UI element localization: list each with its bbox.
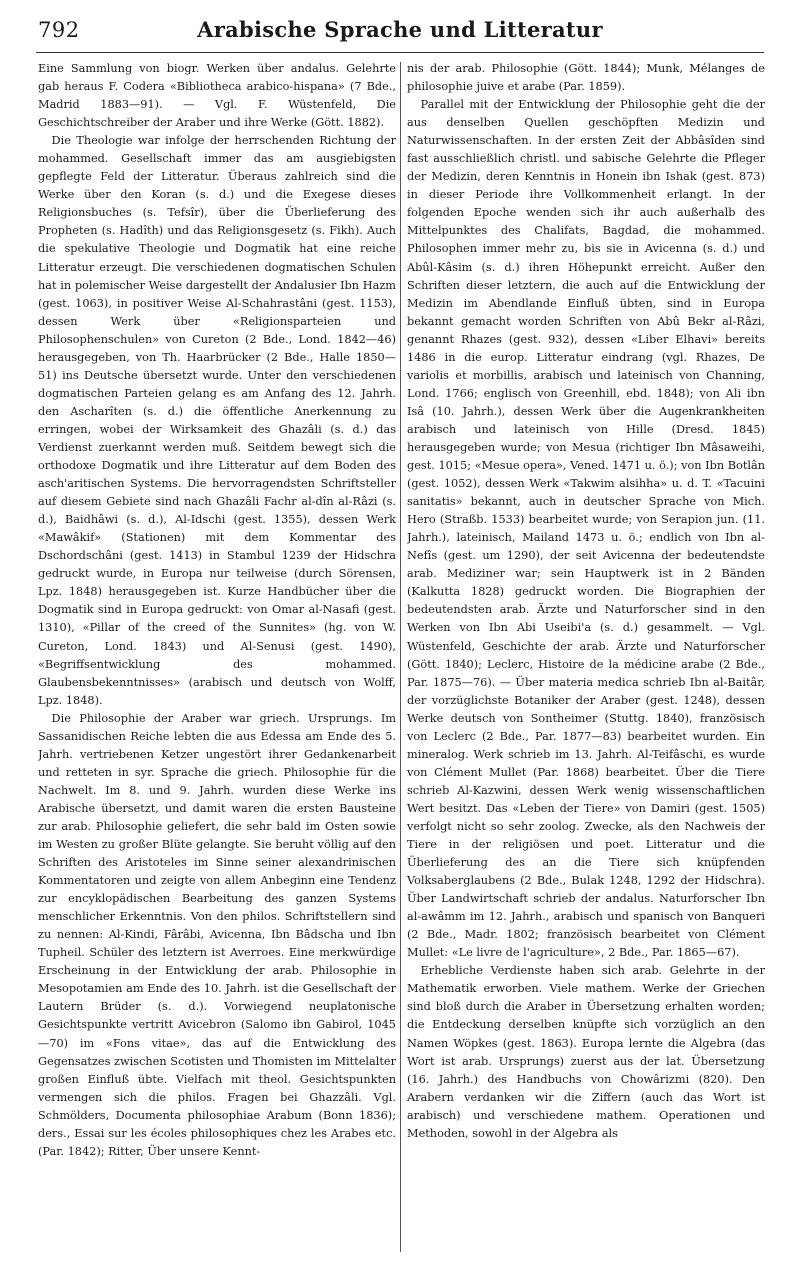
paragraph-bibliography: Eine Sammlung von biogr. Werken über andalus. Gelehrte gab heraus F. Codera «Bibliotheca arabico-hispana» (7 Bde., Madrid 1883—91). — Vgl. F. Wüstenfeld, Die Geschichtschreiber der Araber und ihre Werke (Gött. 1882). bbox=[38, 62, 396, 130]
paragraph-philosophie-continued: nis der arab. Philosophie (Gött. 1844); Munk, Mélanges de philosophie juive et arabe (Par. 1859). bbox=[407, 62, 765, 94]
running-title: Arabische Sprache und Litteratur bbox=[197, 17, 603, 42]
paragraph-philosophie: Die Philosophie der Araber war griech. Ursprungs. Im Sassanidischen Reiche lebten die aus Edessa am Ende des 5. Jahrh. vertriebenen Ketzer ungestört ihrer Gedankenarbeit und retteten in syr. Sprache die griech. Philosophie für die Nachwelt. Im 8. und 9. Jahrh. wurden diese Werke ins Arabische übersetzt, und damit waren die ersten Bausteine zur arab. Philosophie geliefert, die sehr bald im Osten sowie im Westen zu großer Blüte gelangte. Sie beruht völlig auf den Schriften des Aristoteles im Sinne seiner alexandrinischen Kommentatoren und zeigte von allem Anbeginn eine Tendenz zur encyklopädischen Bearbeitung des ganzen Systems menschlicher Erkenntnis. Von den philos. Schriftstellern sind zu nennen: Al-Kindi, Fârâbi, Avicenna, Ibn Bâdscha und Ibn Tupheil. Schüler des letztern ist Averroes. Eine merkwürdige Erscheinung in der Entwicklung der arab. Philosophie in Mesopotamien am Ende des 10. Jahrh. ist die Gesellschaft der Lautern Brüder (s. d.). Vorwiegend neuplatonische Gesichtspunkte vertritt Avicebron (Salomo ibn Gabirol, 1045—70) im «Fons vitae», das auf die Entwicklung des Gegensatzes zwischen Scotisten und Thomisten im Mittelalter großen Einfluß übte. Vielfach mit theol. Gesichtspunkten vermengen sich die philos. Fragen bei Ghazzâli. Vgl. Schmölders, Documenta philosophiae Arabum (Bonn 1836); ders., Essai sur les écoles philosophiques chez les Arabes etc. (Par. 1842); Ritter, Über unsere Kennt- bbox=[38, 711, 396, 1158]
page-number: 792 bbox=[38, 18, 80, 42]
left-column bbox=[38, 60, 396, 1255]
right-column bbox=[407, 60, 765, 1255]
column-divider bbox=[400, 62, 401, 1252]
paragraph-medizin: Parallel mit der Entwicklung der Philosophie geht die der aus denselben Quellen geschöpften Medizin und Naturwissenschaften. In der ersten Zeit der Abbâsîden sind fast ausschließlich christl. und sabische Gelehrte die Pfleger der Medizin, deren Kenntnis in Honein ibn Ishak (gest. 873) in dieser Periode ihre Vollkommenheit erlangt. In der folgenden Epoche wenden sich ihr auch außerhalb des Mittelpunktes des Chalifats, Bagdad, die mohammed. Philosophen immer mehr zu, bis sie in Avicenna (s. d.) und Abûl-Kâsim (s. d.) ihren Höhepunkt erreicht. Außer den Schriften dieser letztern, die auch auf die Entwicklung der Medizin im Abendlande Einfluß übten, sind in Europa bekannt gemacht worden Schriften von Abû Bekr al-Râzi, genannt Rhazes (gest. 932), dessen «Liber Elhavi» bereits 1486 in die europ. Litteratur eindrang (vgl. Rhazes, De variolis et morbillis, arabisch und lateinisch von Channing, Lond. 1766; englisch von Greenhill, ebd. 1848); von Ali ibn Isâ (10. Jahrh.), dessen Werk über die Augenkrankheiten arabisch und lateinisch von Hille (Dresd. 1845) herausgegeben wurde; von Mesua (richtiger Ibn Mâsaweihi, gest. 1015; «Mesue opera», Vened. 1471 u. ö.); von Ibn Botlân (gest. 1052), dessen Werk «Takwim alsihha» u. d. T. «Tacuini sanitatis» bekannt, auch in deutscher Sprache von Mich. Hero (Straßb. 1533) bearbeitet wurde; von Serapion jun. (11. Jahrh.), lateinisch, Mailand 1473 u. ö.; endlich von Ibn al-Nefîs (gest. um 1290), der seit Avicenna der bedeutendste arab. Mediziner war; sein Hauptwerk ist in 2 Bänden (Kalkutta 1828) gedruckt worden. Die Biographien der bedeutendsten arab. Ärzte und Naturforscher sind in den Werken von Ibn Abi Useibi'a (s. d.) gesammelt. — Vgl. Wüstenfeld, Geschichte der arab. Ärzte und Naturforscher (Gött. 1840); Leclerc, Histoire de la médicine arabe (2 Bde., Par. 1875—76). — Über materia medica schrieb Ibn al-Baitâr, der vorzüglichste Botaniker der Araber (gest. 1248), dessen Werke deutsch von Sontheimer (Stuttg. 1840), französisch von Leclerc (2 Bde., Par. 1877—83) bearbeitet wurden. Ein mineralog. Werk schrieb im 13. Jahrh. Al-Teifâschi, es wurde von Clément Mullet (Par. 1868) bearbeitet. Über die Tiere schrieb Al-Kazwini, dessen Werk wenig wissenschaftlichen Wert besitzt. Das «Leben der Tiere» von Damiri (gest. 1505) verfolgt nicht so sehr zoolog. Zwecke, als den Nachweis der Tiere in der religiösen und poet. Litteratur und die Überlieferung des an die Tiere sich knüpfenden Volksaberglaubens (2 Bde., Bulak 1248, 1292 der Hidschra). Über Landwirtschaft schrieb der andalus. Naturforscher Ibn al-awâmm im 12. Jahrh., arabisch und spanisch von Banqueri (2 Bde., Madr. 1802; französisch bearbeitet von Clément Mullet: «Le livre de l'agriculture», 2 Bde., Par. 1865—67). bbox=[407, 98, 765, 960]
header-rule bbox=[36, 52, 764, 53]
paragraph-theologie: Die Theologie war infolge der herrschenden Richtung der mohammed. Gesellschaft immer das am ausgiebigsten gepflegte Feld der Litteratur. Überaus zahlreich sind die Werke über den Koran (s. d.) und die Exegese dieses Religionsbuches (s. Tefsîr), über die Überlieferung des Propheten (s. Hadîth) und das Religionsgesetz (s. Fikh). Auch die spekulative Theologie und Dogmatik hat eine reiche Litteratur erzeugt. Die verschiedenen dogmatischen Schulen hat in polemischer Weise dargestellt der Andalusier Ibn Hazm (gest. 1063), in positiver Weise Al-Schahrastâni (gest. 1153), dessen Werk über «Religionsparteien und Philosophenschulen» von Cureton (2 Bde., Lond. 1842—46) herausgegeben, von Th. Haarbrücker (2 Bde., Halle 1850—51) ins Deutsche übersetzt wurde. Unter den verschiedenen dogmatischen Parteien gelang es am Anfang des 12. Jahrh. den Ascharîten (s. d.) die öffentliche Anerkennung zu erringen, wobei der Wirksamkeit des Ghazâli (s. d.) das Verdienst zuerkannt werden muß. Seitdem bewegt sich die orthodoxe Dogmatik und ihre Litteratur auf dem Boden des asch'aritischen Systems. Die hervorragendsten Schriftsteller auf diesem Gebiete sind nach Ghazâli Fachr al-dîn al-Râzi (s. d.), Baidhâwi (s. d.), Al-Idschi (gest. 1355), dessen Werk «Mawâkif» (Stationen) mit dem Kommentar des Dschordschâni (gest. 1413) in Stambul 1239 der Hidschra gedruckt wurde, in Europa nur teilweise (durch Sörensen, Lpz. 1848) herausgegeben ist. Kurze Handbücher über die Dogmatik sind in Europa gedruckt: von Omar al-Nasafi (gest. 1310), «Pillar of the creed of the Sunnites» (hg. von W. Cureton, Lond. 1843) und Al-Senusi (gest. 1490), «Begriffsentwicklung des mohammed. Glaubensbekenntnisses» (arabisch und deutsch von Wolff, Lpz. 1848). bbox=[38, 134, 396, 707]
paragraph-mathematik: Erhebliche Verdienste haben sich arab. Gelehrte in der Mathematik erworben. Viele mathem. Werke der Griechen sind bloß durch die Araber in Übersetzung erhalten worden; die Entdeckung derselben knüpfte sich vorzüglich an den Namen Wöpkes (gest. 1863). Europa lernte die Algebra (das Wort ist arab. Ursprungs) zuerst aus der lat. Übersetzung (16. Jahrh.) des Handbuchs von Chowârizmi (820). Den Arabern verdanken wir die Ziffern (auch das Wort ist arabisch) und verschiedene mathem. Operationen und Methoden, sowohl in der Algebra als bbox=[407, 964, 765, 1140]
page-header bbox=[30, 14, 770, 48]
